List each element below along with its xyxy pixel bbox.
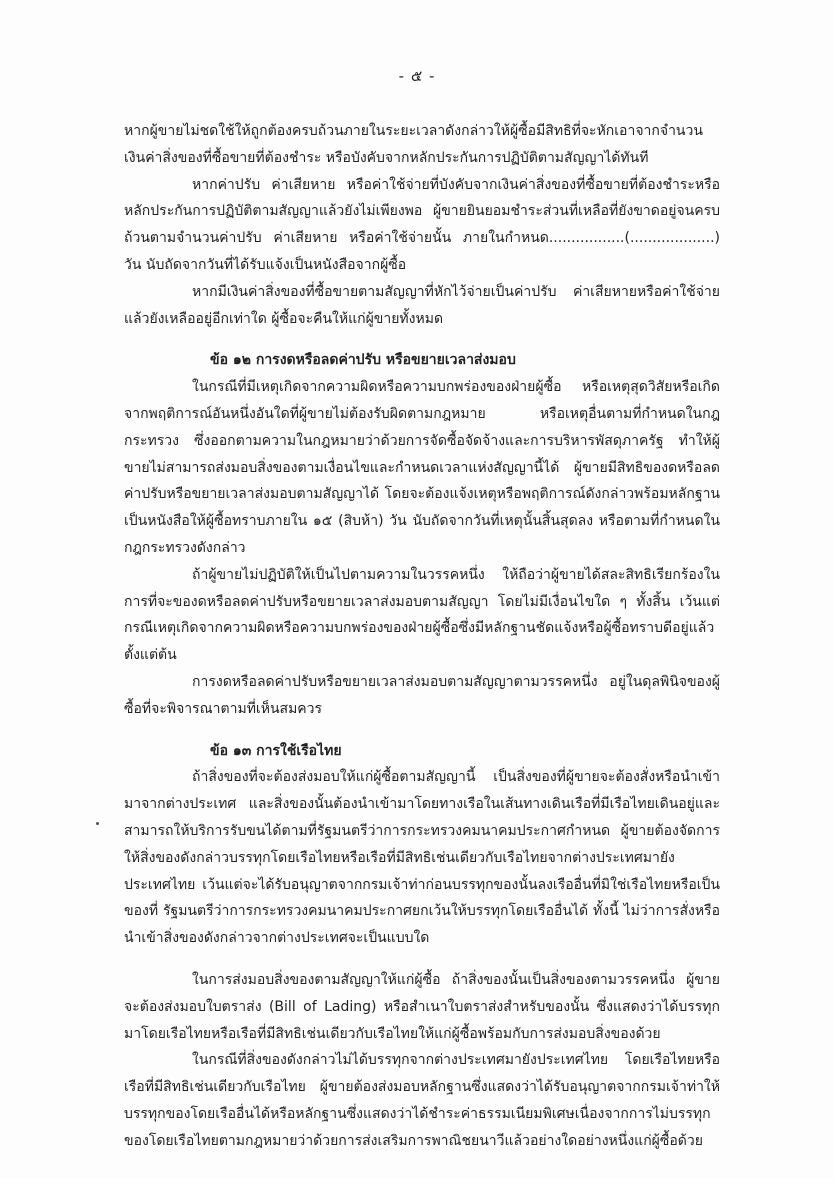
paragraph: ในการส่งมอบสิ่งของตามสัญญาให้แก่ผู้ซื้อ ถ้าสิ่งของนั้นเป็นสิ่งของตามวรรคหนึ่ง ผู้ขายจะต้องส่งมอบใบตราส่ง (Bill of Lading) หรือสำเนาใบตราส่งสำหรับของนั้น ซึ่งแสดงว่าได้บรรทุกมาโดยเรือไทยหรือเรือที่มีสิทธิเช่นเดียวกับเรือไทยให้แก่ผู้ซื้อพร้อมกับการส่งมอบสิ่งของด้วย — [124, 971, 720, 1042]
paragraph: การงดหรือลดค่าปรับหรือขยายเวลาส่งมอบตามสัญญาตามวรรคหนึ่ง อยู่ในดุลพินิจของผู้ซื้อที่จะพิจารณาตามที่เห็นสมควร — [124, 673, 720, 717]
paragraph: ในกรณีที่สิ่งของดังกล่าวไม่ได้บรรทุกจากต่างประเทศมายังประเทศไทย โดยเรือไทยหรือเรือที่มีสิทธิเช่นเดียวกับเรือไทย ผู้ขายต้องส่งมอบหลักฐานซึ่งแสดงว่าได้รับอนุญาตจากกรมเจ้าท่าให้บรรทุกของโดยเรืออื่นได้หรือหลักฐานซึ่งแสดงว่าได้ชำระค่าธรรมเนียมพิเศษเนื่องจากการไม่บรรทุกของโดยเรือไทยตามกฎหมายว่าด้วยการส่งเสริมการพาณิชยนาวีแล้วอย่างใดอย่างหนึ่งแก่ผู้ซื้อด้วย — [124, 1052, 720, 1149]
section-heading-13: ข้อ ๑๓ การใช้เรือไทย — [210, 742, 342, 759]
scan-speck — [96, 822, 99, 825]
section-heading-12: ข้อ ๑๒ การงดหรือลดค่าปรับ หรือขยายเวลาส่งมอบ — [210, 352, 516, 369]
paragraph: ในกรณีที่มีเหตุเกิดจากความผิดหรือความบกพร่องของฝ่ายผู้ซื้อ หรือเหตุสุดวิสัยหรือเกิดจากพฤติการณ์อันหนึ่งอันใดที่ผู้ขายไม่ต้องรับผิดตามกฎหมาย หรือเหตุอื่นตามที่กำหนดในกฎกระทรวง ซึ่งออกตามความในกฎหมายว่าด้วยการจัดซื้อจัดจ้างและการบริหารพัสดุภาครัฐ ทำให้ผู้ขายไม่สามารถส่งมอบสิ่งของตามเงื่อนไขและกำหนดเวลาแห่งสัญญานี้ได้ ผู้ขายมีสิทธิของดหรือลดค่าปรับหรือขยายเวลาส่งมอบตามสัญญาได้ โดยจะต้องแจ้งเหตุหรือพฤติการณ์ดังกล่าวพร้อมหลักฐานเป็นหนังสือให้ผู้ซื้อทราบภายใน ๑๕ (สิบห้า) วัน นับถัดจากวันที่เหตุนั้นสิ้นสุดลง หรือตามที่กำหนดในกฎกระทรวงดังกล่าว — [124, 379, 720, 556]
paragraph: หากผู้ขายไม่ชดใช้ให้ถูกต้องครบถ้วนภายในระยะเวลาดังกล่าวให้ผู้ซื้อมีสิทธิที่จะหักเอาจากจำนวนเงินค่าสิ่งของที่ซื้อขายที่ต้องชำระ หรือบังคับจากหลักประกันการปฏิบัติตามสัญญาได้ทันที — [124, 123, 703, 166]
page-number: - ๕ - — [398, 67, 436, 85]
paragraph: ถ้าผู้ขายไม่ปฏิบัติให้เป็นไปตามความในวรรคหนึ่ง ให้ถือว่าผู้ขายได้สละสิทธิเรียกร้องในการที่จะของดหรือลดค่าปรับหรือขยายเวลาส่งมอบตามสัญญา โดยไม่มีเงื่อนไขใด ๆ ทั้งสิ้น เว้นแต่กรณีเหตุเกิดจากความผิดหรือความบกพร่องของฝ่ายผู้ซื้อซึ่งมีหลักฐานชัดแจ้งหรือผู้ซื้อทราบดีอยู่แล้วตั้งแต่ต้น — [124, 566, 720, 664]
paragraph: ถ้าสิ่งของที่จะต้องส่งมอบให้แก่ผู้ซื้อตามสัญญานี้ เป็นสิ่งของที่ผู้ขายจะต้องสั่งหรือนำเข้ามาจากต่างประเทศ และสิ่งของนั้นต้องนำเข้ามาโดยทางเรือในเส้นทางเดินเรือที่มีเรือไทยเดินอยู่และสามารถให้บริการรับขนได้ตามที่รัฐมนตรีว่าการกระทรวงคมนาคมประกาศกำหนด ผู้ขายต้องจัดการให้สิ่งของดังกล่าวบรรทุกโดยเรือไทยหรือเรือที่มีสิทธิเช่นเดียวกับเรือไทยจากต่างประเทศมายังประเทศไทย เว้นแต่จะได้รับอนุญาตจากกรมเจ้าท่าก่อนบรรทุกของนั้นลงเรืออื่นที่มิใช่เรือไทยหรือเป็นของที่ รัฐมนตรีว่าการกระทรวงคมนาคมประกาศยกเว้นให้บรรทุกโดยเรืออื่นได้ ทั้งนี้ ไม่ว่าการสั่งหรือนำเข้าสิ่งของดังกล่าวจากต่างประเทศจะเป็นแบบใด — [124, 769, 720, 947]
paragraph: หากค่าปรับ ค่าเสียหาย หรือค่าใช้จ่ายที่บังคับจากเงินค่าสิ่งของที่ซื้อขายที่ต้องชำระหรือหลักประกันการปฏิบัติตามสัญญาแล้วยังไม่เพียงพอ ผู้ขายยินยอมชำระส่วนที่เหลือที่ยังขาดอยู่จนครบถ้วนตามจำนวนค่าปรับ ค่าเสียหาย หรือค่าใช้จ่ายนั้น ภายในกำหนด.................(...................) วัน นับถัดจากวันที่ได้รับแจ้งเป็นหนังสือจากผู้ซื้อ — [124, 176, 720, 273]
document-body — [124, 118, 720, 1154]
paragraph: หากมีเงินค่าสิ่งของที่ซื้อขายตามสัญญาที่หักไว้จ่ายเป็นค่าปรับ ค่าเสียหายหรือค่าใช้จ่ายแล้วยังเหลืออยู่อีกเท่าใด ผู้ซื้อจะคืนให้แก่ผู้ขายทั้งหมด — [124, 283, 720, 327]
